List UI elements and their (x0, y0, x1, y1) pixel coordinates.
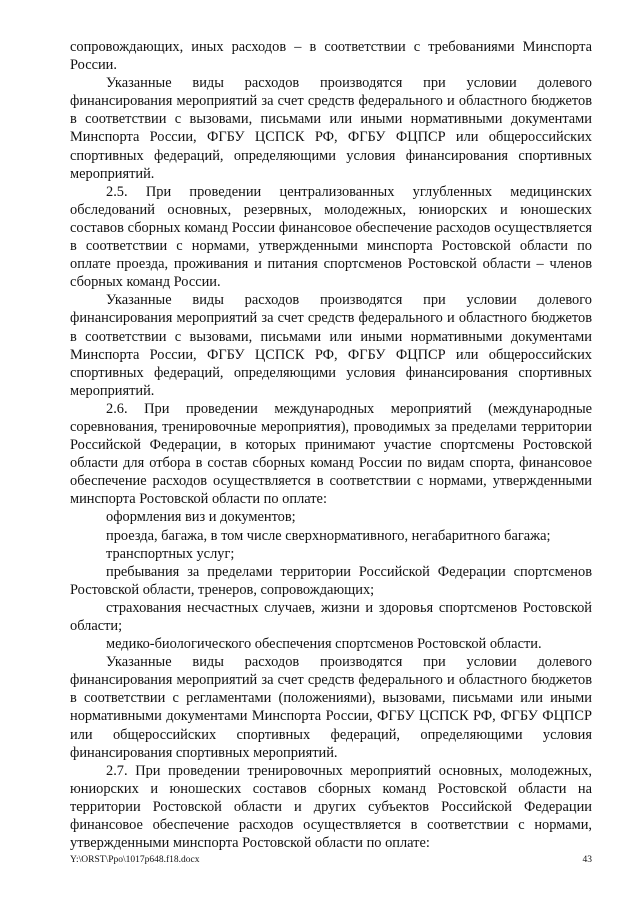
page-footer (70, 855, 592, 865)
page-number: 43 (582, 855, 592, 865)
list-item: пребывания за пределами территории Российской Федерации спортсменов Ростовской области, тренеров, сопровождающих; (70, 563, 592, 598)
list-item: транспортных услуг; (106, 545, 235, 562)
list-item: страхования несчастных случаев, жизни и здоровья спортсменов Ростовской области; (70, 599, 592, 634)
paragraph: Указанные виды расходов производятся при условии долевого финансирования мероприятий за счет средств федерального и областного бюджетов в соответствии с вызовами, письмами или иными нормативными документами Минспорта России, ФГБУ ЦСПСК РФ, ФГБУ ФЦПСР или общероссийских спортивных федераций, определяющими условия финансирования спортивных мероприятий. (70, 75, 592, 182)
document-body (70, 38, 592, 852)
paragraph: Указанные виды расходов производятся при условии долевого финансирования мероприятий за счет средств федерального и областного бюджетов в соответствии с вызовами, письмами или иными нормативными документами Минспорта России, ФГБУ ЦСПСК РФ, ФГБУ ФЦПСР или общероссийских спортивных федераций, определяющими условия финансирования спортивных мероприятий. (70, 292, 592, 399)
paragraph: сопровождающих, иных расходов – в соответствии с требованиями Минспорта России. (70, 39, 592, 74)
list-item: оформления виз и документов; (106, 509, 296, 526)
file-path: Y:\ORST\Ppo\1017p648.f18.docx (70, 855, 200, 865)
paragraph: 2.7. При проведении тренировочных мероприятий основных, молодежных, юниорских и юношеских составов сборных команд Ростовской области на территории Ростовской области и других субъектов Российской Федерации финансовое обеспечение расходов осуществляется в соответствии с нормами, утвержденными минспорта Ростовской области по оплате: (70, 762, 592, 852)
paragraph: Указанные виды расходов производятся при условии долевого финансирования мероприятий за счет средств федерального и областного бюджетов в соответствии с регламентами (положениями), вызовами, письмами или иными нормативными документами Минспорта России, ФГБУ ЦСПСК РФ, ФГБУ ФЦПСР или общероссийских спортивных федераций, определяющими условия финансирования спортивных мероприятий. (70, 654, 592, 761)
paragraph: 2.6. При проведении международных мероприятий (международные соревнования, тренировочные мероприятия), проводимых за пределами территории Российской Федерации, в которых принимают участие спортсмены Ростовской области для отбора в состав сборных команд России по видам спорта, финансовое обеспечение расходов осуществляется в соответствии с нормами, утвержденными минспорта Ростовской области по оплате: (70, 400, 592, 508)
paragraph: 2.5. При проведении централизованных углубленных медицинских обследований основных, резервных, молодежных, юниорских и юношеских составов сборных команд России финансовое обеспечение расходов осуществляется в соответствии с нормами, утвержденными минспорта Ростовской области по оплате проезда, проживания и питания спортсменов Ростовской области – членов сборных команд России. (70, 183, 592, 291)
list-item: проезда, багажа, в том числе сверхнормативного, негабаритного багажа; (106, 527, 551, 544)
list-item: медико-биологического обеспечения спортсменов Ростовской области. (106, 636, 542, 653)
